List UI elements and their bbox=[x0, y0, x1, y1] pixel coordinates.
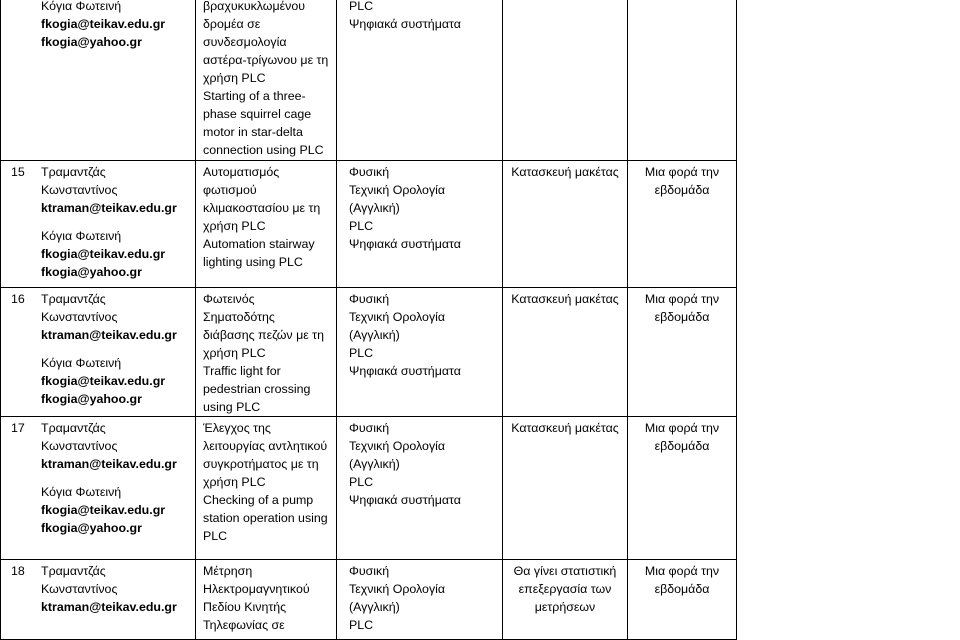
staff-name-line bbox=[11, 354, 188, 372]
course-name: Φυσική bbox=[349, 163, 495, 181]
table-row bbox=[1, 417, 960, 560]
method-cell bbox=[503, 0, 628, 161]
project-title-english: Starting of a three-phase squirrel cage motor in star-delta connection using PLC bbox=[203, 87, 329, 159]
row-number: 17 bbox=[11, 419, 41, 437]
method-text: Κατασκευή μακέτας bbox=[510, 290, 620, 308]
staff-email: fkogia@teikav.edu.gr bbox=[11, 245, 188, 263]
frequency-text: Μια φορά την εβδομάδα bbox=[635, 562, 729, 598]
staff-email: fkogia@yahoo.gr bbox=[11, 263, 188, 281]
project-title-english: Checking of a pump station operation using PLC bbox=[203, 491, 329, 545]
staff-name-line bbox=[11, 0, 188, 15]
staff-name-line bbox=[11, 483, 188, 501]
staff-cell bbox=[1, 161, 196, 288]
method-text: Κατασκευή μακέτας bbox=[510, 163, 620, 181]
staff-email: fkogia@teikav.edu.gr bbox=[11, 15, 188, 33]
project-title-greek: Φωτεινός Σηματοδότης διάβασης πεζών με τη χρήση PLC bbox=[203, 290, 329, 362]
frequency-cell bbox=[628, 560, 737, 640]
staff-cell bbox=[1, 560, 196, 640]
course-name: Φυσική bbox=[349, 562, 495, 580]
frequency-text: Μια φορά την εβδομάδα bbox=[635, 419, 729, 455]
course-name: (Αγγλική) bbox=[349, 598, 495, 616]
staff-name: Κωνσταντίνος bbox=[41, 310, 117, 324]
staff-name-line bbox=[11, 163, 188, 181]
course-name: (Αγγλική) bbox=[349, 199, 495, 217]
staff-name: Τραμαντζάς bbox=[41, 292, 106, 306]
staff-name: Τραμαντζάς bbox=[41, 421, 106, 435]
course-name: PLC bbox=[349, 0, 495, 15]
staff-email: fkogia@teikav.edu.gr bbox=[11, 372, 188, 390]
projects-table-body bbox=[1, 0, 960, 640]
courses-cell bbox=[337, 417, 503, 560]
staff-name-line bbox=[11, 562, 188, 580]
method-text: Θα γίνει στατιστική επεξεργασία των μετρήσεων bbox=[510, 562, 620, 616]
staff-cell bbox=[1, 288, 196, 417]
staff-email: ktraman@teikav.edu.gr bbox=[11, 326, 188, 344]
staff-email: ktraman@teikav.edu.gr bbox=[11, 598, 188, 616]
course-name: Τεχνική Ορολογία bbox=[349, 580, 495, 598]
method-cell bbox=[503, 417, 628, 560]
courses-cell bbox=[337, 0, 503, 161]
staff-name-line bbox=[11, 419, 188, 437]
course-name: Ψηφιακά συστήματα bbox=[349, 362, 495, 380]
table-row bbox=[1, 0, 960, 161]
spacer bbox=[11, 217, 188, 227]
project-title-greek: βραχυκυκλωμένου δρομέα σε συνδεσμολογία αστέρα-τρίγωνου με τη χρήση PLC bbox=[203, 0, 329, 87]
course-name: Τεχνική Ορολογία bbox=[349, 308, 495, 326]
table-row bbox=[1, 288, 960, 417]
staff-name: Κόγια Φωτεινή bbox=[41, 485, 121, 499]
frequency-cell bbox=[628, 417, 737, 560]
staff-name-line bbox=[11, 308, 188, 326]
project-title-english: Traffic light for pedestrian crossing using PLC bbox=[203, 362, 329, 416]
course-name: Φυσική bbox=[349, 290, 495, 308]
courses-cell bbox=[337, 161, 503, 288]
course-name: Ψηφιακά συστήματα bbox=[349, 15, 495, 33]
project-title-cell bbox=[196, 0, 337, 161]
table-row bbox=[1, 560, 960, 640]
project-title-greek: Αυτοματισμός φωτισμού κλιμακοστασίου με τη χρήση PLC bbox=[203, 163, 329, 235]
method-cell bbox=[503, 288, 628, 417]
staff-email: fkogia@yahoo.gr bbox=[11, 519, 188, 537]
project-title-greek: Μέτρηση Ηλεκτρομαγνητικού Πεδίου Κινητής Τηλεφωνίας σε bbox=[203, 562, 329, 634]
staff-name: Κόγια Φωτεινή bbox=[41, 356, 121, 370]
course-name: (Αγγλική) bbox=[349, 326, 495, 344]
frequency-cell bbox=[628, 161, 737, 288]
method-cell bbox=[503, 161, 628, 288]
method-text: Κατασκευή μακέτας bbox=[510, 419, 620, 437]
frequency-text: Μια φορά την εβδομάδα bbox=[635, 290, 729, 326]
course-name: PLC bbox=[349, 473, 495, 491]
staff-email: ktraman@teikav.edu.gr bbox=[11, 455, 188, 473]
staff-name-line bbox=[11, 290, 188, 308]
course-name: PLC bbox=[349, 217, 495, 235]
project-title-cell bbox=[196, 161, 337, 288]
frequency-text: Μια φορά την εβδομάδα bbox=[635, 163, 729, 199]
course-name: PLC bbox=[349, 344, 495, 362]
frequency-cell bbox=[628, 0, 737, 161]
frequency-cell bbox=[628, 288, 737, 417]
course-name: Τεχνική Ορολογία bbox=[349, 181, 495, 199]
staff-cell bbox=[1, 0, 196, 161]
course-name: Φυσική bbox=[349, 419, 495, 437]
course-name: PLC bbox=[349, 616, 495, 634]
staff-name: Κωνσταντίνος bbox=[41, 439, 117, 453]
course-name: Ψηφιακά συστήματα bbox=[349, 491, 495, 509]
project-title-greek: Έλεγχος της λειτουργίας αντλητικού συγκροτήματος με τη χρήση PLC bbox=[203, 419, 329, 491]
row-number: 15 bbox=[11, 163, 41, 181]
staff-email: fkogia@yahoo.gr bbox=[11, 390, 188, 408]
staff-name: Κωνσταντίνος bbox=[41, 582, 117, 596]
staff-email: ktraman@teikav.edu.gr bbox=[11, 199, 188, 217]
courses-cell bbox=[337, 288, 503, 417]
courses-cell bbox=[337, 560, 503, 640]
course-name: Ψηφιακά συστήματα bbox=[349, 235, 495, 253]
row-number: 16 bbox=[11, 290, 41, 308]
course-name: (Αγγλική) bbox=[349, 455, 495, 473]
method-cell bbox=[503, 560, 628, 640]
staff-name-line bbox=[11, 227, 188, 245]
staff-name: Τραμαντζάς bbox=[41, 165, 106, 179]
staff-email: fkogia@yahoo.gr bbox=[11, 33, 188, 51]
project-title-cell bbox=[196, 560, 337, 640]
staff-name-line bbox=[11, 437, 188, 455]
staff-name: Κόγια Φωτεινή bbox=[41, 0, 121, 13]
spacer bbox=[11, 344, 188, 354]
project-title-cell bbox=[196, 288, 337, 417]
staff-cell bbox=[1, 417, 196, 560]
spacer bbox=[11, 473, 188, 483]
staff-name-line bbox=[11, 580, 188, 598]
staff-name: Κωνσταντίνος bbox=[41, 183, 117, 197]
staff-email: fkogia@teikav.edu.gr bbox=[11, 501, 188, 519]
table-row bbox=[1, 161, 960, 288]
staff-name-line bbox=[11, 181, 188, 199]
staff-name: Κόγια Φωτεινή bbox=[41, 229, 121, 243]
row-number: 18 bbox=[11, 562, 41, 580]
project-title-english: Automation stairway lighting using PLC bbox=[203, 235, 329, 271]
staff-name: Τραμαντζάς bbox=[41, 564, 106, 578]
project-title-cell bbox=[196, 417, 337, 560]
course-name: Τεχνική Ορολογία bbox=[349, 437, 495, 455]
